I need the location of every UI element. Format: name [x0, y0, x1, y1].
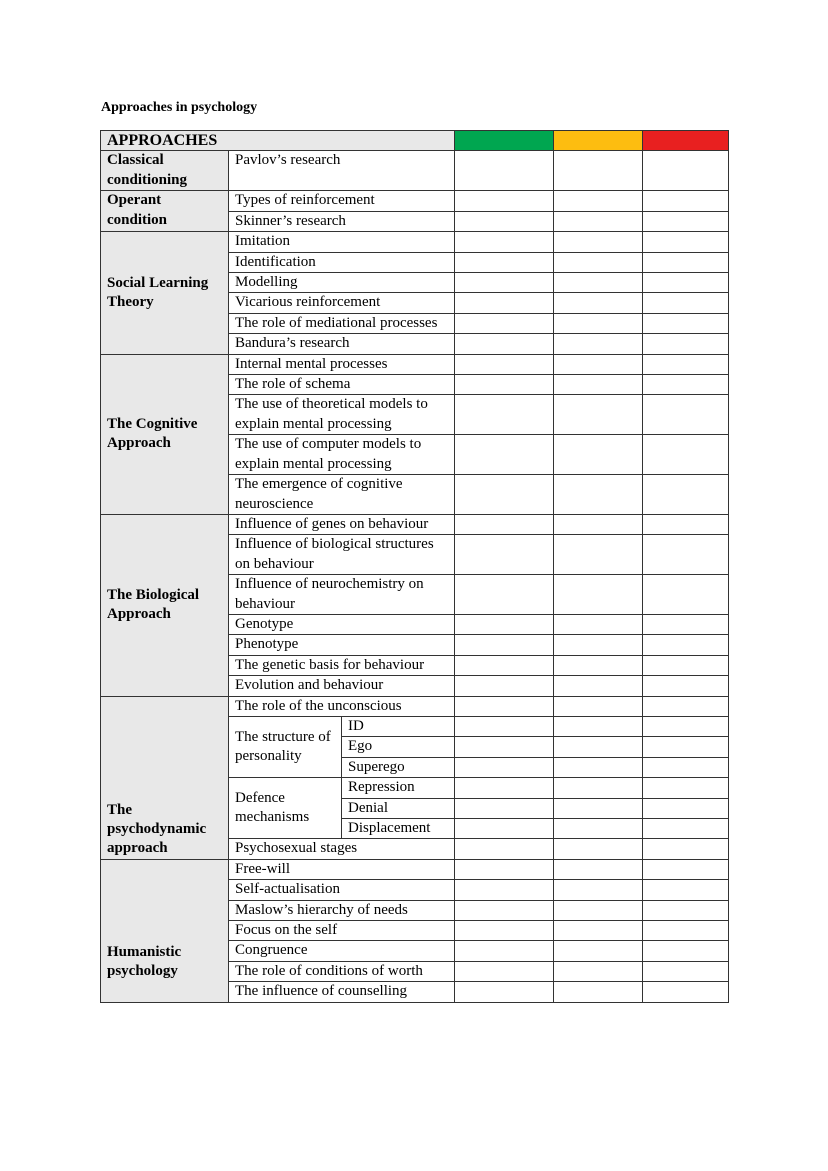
amber-rating-cell[interactable] [554, 635, 643, 655]
topic-cell: Skinner’s research [229, 211, 455, 231]
subtopic-cell: Ego [342, 737, 455, 757]
approach-label: Social Learning Theory [101, 232, 229, 354]
topic-cell: The use of theoretical models to explain mental processing [229, 395, 455, 435]
red-rating-cell[interactable] [643, 696, 729, 716]
red-rating-cell[interactable] [643, 375, 729, 395]
amber-rating-cell[interactable] [554, 535, 643, 575]
green-rating-cell[interactable] [455, 880, 554, 900]
red-rating-cell[interactable] [643, 737, 729, 757]
amber-rating-cell[interactable] [554, 982, 643, 1002]
topic-cell: The influence of counselling [229, 982, 455, 1002]
amber-rating-cell[interactable] [554, 941, 643, 961]
red-rating-cell[interactable] [643, 839, 729, 859]
green-rating-cell[interactable] [455, 334, 554, 354]
green-rating-cell[interactable] [455, 232, 554, 252]
red-rating-cell[interactable] [643, 313, 729, 333]
green-rating-cell[interactable] [455, 211, 554, 231]
topic-cell: Influence of neurochemistry on behaviour [229, 575, 455, 615]
green-rating-cell[interactable] [455, 475, 554, 515]
red-rating-cell[interactable] [643, 293, 729, 313]
topic-cell: Influence of genes on behaviour [229, 514, 455, 534]
amber-rating-cell[interactable] [554, 273, 643, 293]
topic-cell: Internal mental processes [229, 354, 455, 374]
topic-cell: Evolution and behaviour [229, 676, 455, 696]
red-rating-cell[interactable] [643, 211, 729, 231]
approach-label: The Biological Approach [101, 514, 229, 696]
table-row [101, 232, 729, 252]
green-rating-cell[interactable] [455, 535, 554, 575]
amber-rating-cell[interactable] [554, 961, 643, 981]
green-rating-cell[interactable] [455, 716, 554, 736]
amber-rating-cell[interactable] [554, 514, 643, 534]
green-rating-cell[interactable] [455, 778, 554, 798]
red-rating-cell[interactable] [643, 716, 729, 736]
topic-cell: Imitation [229, 232, 455, 252]
amber-rating-cell[interactable] [554, 191, 643, 211]
approaches-header: APPROACHES [101, 131, 455, 151]
amber-rating-cell[interactable] [554, 211, 643, 231]
amber-rating-cell[interactable] [554, 798, 643, 818]
header-row [101, 131, 729, 151]
red-rating-cell[interactable] [643, 941, 729, 961]
red-rating-cell[interactable] [643, 395, 729, 435]
red-rating-cell[interactable] [643, 676, 729, 696]
page-title: Approaches in psychology [101, 100, 258, 115]
topic-cell: Vicarious reinforcement [229, 293, 455, 313]
red-rating-cell[interactable] [643, 575, 729, 615]
amber-rating-cell[interactable] [554, 435, 643, 475]
topic-cell: Bandura’s research [229, 334, 455, 354]
amber-rating-cell[interactable] [554, 696, 643, 716]
green-rating-header [455, 131, 554, 151]
red-rating-cell[interactable] [643, 798, 729, 818]
amber-rating-cell[interactable] [554, 313, 643, 333]
green-rating-cell[interactable] [455, 819, 554, 839]
table-row [101, 354, 729, 374]
table-row [101, 514, 729, 534]
red-rating-cell[interactable] [643, 475, 729, 515]
topic-cell: The genetic basis for behaviour [229, 655, 455, 675]
topic-cell: Phenotype [229, 635, 455, 655]
amber-rating-cell[interactable] [554, 778, 643, 798]
topic-cell: Influence of biological structures on behaviour [229, 535, 455, 575]
amber-rating-cell[interactable] [554, 293, 643, 313]
green-rating-cell[interactable] [455, 839, 554, 859]
topic-cell: Focus on the self [229, 921, 455, 941]
amber-rating-cell[interactable] [554, 900, 643, 920]
amber-rating-cell[interactable] [554, 354, 643, 374]
green-rating-cell[interactable] [455, 798, 554, 818]
red-rating-cell[interactable] [643, 880, 729, 900]
red-rating-cell[interactable] [643, 655, 729, 675]
red-rating-cell[interactable] [643, 819, 729, 839]
amber-rating-cell[interactable] [554, 757, 643, 777]
approach-label: Classical conditioning [101, 151, 229, 191]
green-rating-cell[interactable] [455, 191, 554, 211]
approach-label: The psychodynamic approach [101, 696, 229, 859]
amber-rating-cell[interactable] [554, 655, 643, 675]
red-rating-cell[interactable] [643, 151, 729, 191]
topic-cell: Modelling [229, 273, 455, 293]
amber-rating-cell[interactable] [554, 252, 643, 272]
topic-cell: The role of schema [229, 375, 455, 395]
subtopic-cell: Denial [342, 798, 455, 818]
red-rating-cell[interactable] [643, 900, 729, 920]
red-rating-cell[interactable] [643, 778, 729, 798]
green-rating-cell[interactable] [455, 982, 554, 1002]
amber-rating-cell[interactable] [554, 334, 643, 354]
amber-rating-cell[interactable] [554, 676, 643, 696]
topic-cell: The use of computer models to explain mental processing [229, 435, 455, 475]
topic-cell: Self-actualisation [229, 880, 455, 900]
approach-label: Humanistic psychology [101, 859, 229, 1002]
topic-cell: The role of mediational processes [229, 313, 455, 333]
green-rating-cell[interactable] [455, 313, 554, 333]
amber-rating-cell[interactable] [554, 880, 643, 900]
red-rating-cell[interactable] [643, 334, 729, 354]
amber-rating-header [554, 131, 643, 151]
red-rating-cell[interactable] [643, 273, 729, 293]
green-rating-cell[interactable] [455, 757, 554, 777]
red-rating-cell[interactable] [643, 961, 729, 981]
green-rating-cell[interactable] [455, 676, 554, 696]
red-rating-cell[interactable] [643, 614, 729, 634]
green-rating-cell[interactable] [455, 354, 554, 374]
green-rating-cell[interactable] [455, 395, 554, 435]
topic-cell: Pavlov’s research [229, 151, 455, 191]
table-row [101, 151, 729, 191]
topic-cell: The emergence of cognitive neuroscience [229, 475, 455, 515]
green-rating-cell[interactable] [455, 375, 554, 395]
amber-rating-cell[interactable] [554, 819, 643, 839]
table-row [101, 191, 729, 211]
green-rating-cell[interactable] [455, 151, 554, 191]
topic-cell: The role of conditions of worth [229, 961, 455, 981]
green-rating-cell[interactable] [455, 696, 554, 716]
amber-rating-cell[interactable] [554, 232, 643, 252]
green-rating-cell[interactable] [455, 941, 554, 961]
approach-label: The Cognitive Approach [101, 354, 229, 514]
green-rating-cell[interactable] [455, 737, 554, 757]
red-rating-header [643, 131, 729, 151]
amber-rating-cell[interactable] [554, 395, 643, 435]
green-rating-cell[interactable] [455, 575, 554, 615]
subtopic-cell: ID [342, 716, 455, 736]
amber-rating-cell[interactable] [554, 737, 643, 757]
red-rating-cell[interactable] [643, 757, 729, 777]
amber-rating-cell[interactable] [554, 151, 643, 191]
red-rating-cell[interactable] [643, 921, 729, 941]
approach-label: Operant condition [101, 191, 229, 232]
topic-cell: Psychosexual stages [229, 839, 455, 859]
amber-rating-cell[interactable] [554, 921, 643, 941]
amber-rating-cell[interactable] [554, 375, 643, 395]
green-rating-cell[interactable] [455, 514, 554, 534]
topic-cell: The role of the unconscious [229, 696, 455, 716]
red-rating-cell[interactable] [643, 535, 729, 575]
topic-cell: Free-will [229, 859, 455, 879]
green-rating-cell[interactable] [455, 859, 554, 879]
red-rating-cell[interactable] [643, 435, 729, 475]
topic-cell: Congruence [229, 941, 455, 961]
green-rating-cell[interactable] [455, 273, 554, 293]
amber-rating-cell[interactable] [554, 614, 643, 634]
red-rating-cell[interactable] [643, 252, 729, 272]
green-rating-cell[interactable] [455, 435, 554, 475]
table-row [101, 859, 729, 879]
red-rating-cell[interactable] [643, 982, 729, 1002]
amber-rating-cell[interactable] [554, 475, 643, 515]
green-rating-cell[interactable] [455, 900, 554, 920]
red-rating-cell[interactable] [643, 635, 729, 655]
amber-rating-cell[interactable] [554, 839, 643, 859]
green-rating-cell[interactable] [455, 614, 554, 634]
approaches-checklist [100, 130, 729, 1003]
red-rating-cell[interactable] [643, 354, 729, 374]
amber-rating-cell[interactable] [554, 575, 643, 615]
green-rating-cell[interactable] [455, 293, 554, 313]
green-rating-cell[interactable] [455, 635, 554, 655]
topic-cell: Types of reinforcement [229, 191, 455, 211]
subgroup-label: Defence mechanisms [229, 778, 342, 839]
table-row [101, 696, 729, 716]
green-rating-cell[interactable] [455, 921, 554, 941]
amber-rating-cell[interactable] [554, 859, 643, 879]
topic-cell: Identification [229, 252, 455, 272]
topic-cell: Genotype [229, 614, 455, 634]
red-rating-cell[interactable] [643, 859, 729, 879]
green-rating-cell[interactable] [455, 252, 554, 272]
subtopic-cell: Displacement [342, 819, 455, 839]
red-rating-cell[interactable] [643, 514, 729, 534]
amber-rating-cell[interactable] [554, 716, 643, 736]
topic-cell: Maslow’s hierarchy of needs [229, 900, 455, 920]
subgroup-label: The structure of personality [229, 716, 342, 777]
green-rating-cell[interactable] [455, 655, 554, 675]
subtopic-cell: Repression [342, 778, 455, 798]
subtopic-cell: Superego [342, 757, 455, 777]
green-rating-cell[interactable] [455, 961, 554, 981]
red-rating-cell[interactable] [643, 191, 729, 211]
red-rating-cell[interactable] [643, 232, 729, 252]
